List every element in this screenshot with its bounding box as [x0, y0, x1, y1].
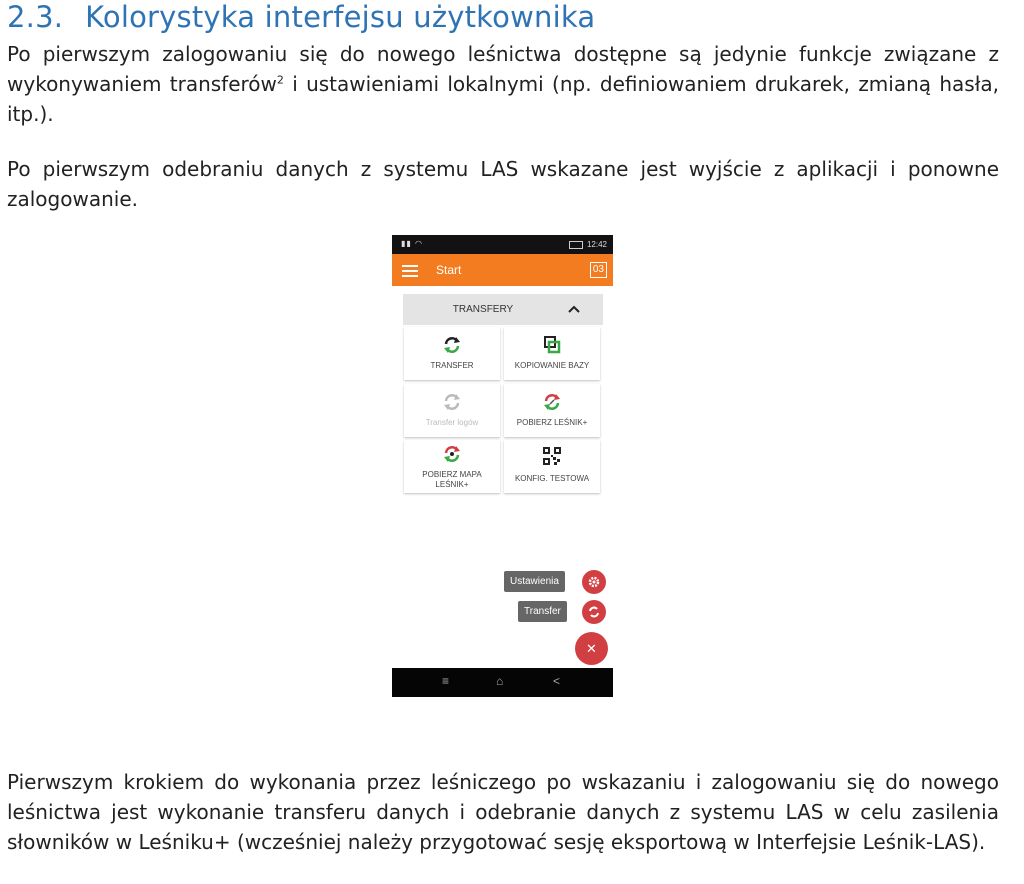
status-time: 12:42: [586, 240, 607, 249]
back-icon[interactable]: <: [553, 674, 561, 688]
section-label: TRANSFERY: [452, 304, 514, 315]
gear-icon: [582, 570, 606, 594]
tile-label-line2: LEŚNIK+: [435, 480, 469, 489]
download-sync-icon: [542, 392, 562, 412]
paragraph-intro-text: Po pierwszym zalogowaniu się do nowego leśnictwa dostępne są jedynie funkcje związane z wykonywaniem transferów: [7, 42, 999, 96]
close-fab[interactable]: [575, 632, 608, 665]
paragraph-intro: [7, 39, 999, 129]
qr-code-icon: [542, 446, 562, 466]
battery-icon: [569, 241, 583, 249]
tile-label: POBIERZ LEŚNIK+: [516, 418, 588, 427]
footnote-ref[interactable]: 2: [276, 73, 284, 87]
transfer-chip[interactable]: Transfer: [518, 601, 567, 622]
paragraph-intro-text-end: i ustawieniami lokalnymi (np. definiowaniem drukarek, zmianą hasła, itp.).: [7, 72, 999, 126]
tile-test-config[interactable]: [504, 440, 600, 493]
paragraph-first-step: Pierwszym krokiem do wykonania przez leśniczego po wskazaniu i zalogowaniu się do nowego leśnictwa jest wykonanie transferu danych i odebranie danych z systemu LAS w celu zasilenia słowników w Leśniku+ (wcześniej należy przygotować sesję eksportową w Interfejsie Leśnik-LAS).: [7, 770, 999, 854]
section-title: Kolorystyka interfejsu użytkownika: [85, 0, 596, 34]
settings-fab[interactable]: [582, 570, 606, 594]
chevron-up-icon: [567, 302, 581, 316]
menu-icon[interactable]: [402, 265, 418, 275]
tile-transfer[interactable]: [404, 327, 500, 380]
transfer-fab[interactable]: [582, 600, 606, 624]
sync-icon: [582, 600, 606, 624]
tile-download-map[interactable]: [404, 440, 500, 493]
tile-label: TRANSFER: [430, 361, 474, 370]
app-title: Start: [436, 263, 462, 277]
phone-screenshot: [392, 235, 613, 697]
settings-chip[interactable]: Ustawienia: [504, 571, 565, 592]
sync-icon: [442, 335, 462, 355]
tile-label: Transfer logów: [425, 418, 479, 427]
transfers-section-header[interactable]: [403, 294, 603, 325]
system-nav-bar: [392, 668, 613, 697]
home-icon[interactable]: ⌂: [496, 674, 504, 688]
counter-badge[interactable]: 03: [590, 262, 607, 278]
tile-label-line1: POBIERZ MAPA: [422, 470, 482, 479]
tile-transfer-logs[interactable]: [404, 384, 500, 437]
section-number: 2.3.: [7, 0, 64, 34]
section-heading: [7, 0, 595, 34]
sync-icon: [442, 392, 462, 412]
menu-nav-icon[interactable]: ≡: [442, 674, 450, 688]
map-sync-icon: [442, 444, 462, 464]
app-bar: [392, 254, 613, 286]
tile-label: KONFIG. TESTOWA: [514, 474, 590, 483]
tile-copy-database[interactable]: [504, 327, 600, 380]
paragraph-relogin: Po pierwszym odebraniu danych z systemu LAS wskazane jest wyjście z aplikacji i ponowne zalogowanie.: [7, 157, 999, 211]
tile-label: [404, 470, 500, 490]
tile-download-lesnik[interactable]: [504, 384, 600, 437]
status-bar: [392, 235, 613, 254]
close-icon: ✕: [586, 641, 597, 656]
signal-icon: ▮▮ ◠: [401, 239, 424, 248]
copy-icon: [542, 335, 562, 355]
tile-label: KOPIOWANIE BAZY: [514, 361, 590, 370]
